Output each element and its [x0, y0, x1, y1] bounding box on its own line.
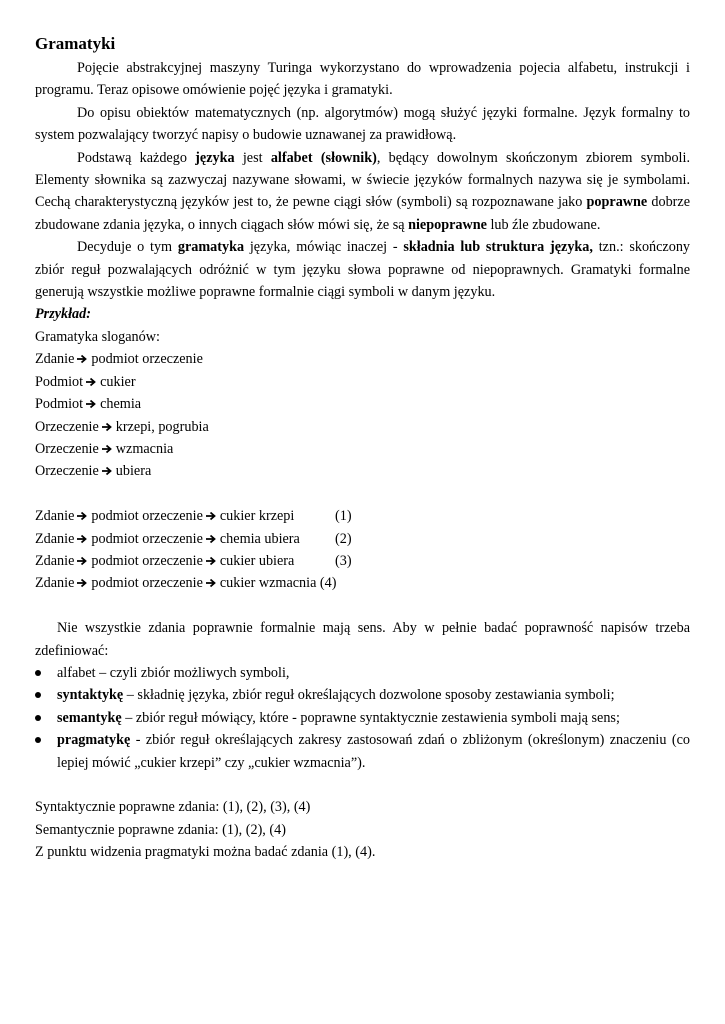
definition-list	[35, 662, 690, 774]
bullet-icon	[35, 715, 41, 721]
right-arrow-icon	[86, 399, 96, 409]
derivation-mid: podmiot orzeczenie	[91, 552, 203, 569]
summary-semantic: Semantycznie poprawne zdania: (1), (2), (4)	[35, 821, 286, 838]
list-item	[35, 729, 690, 774]
intro-paragraph-4	[35, 236, 690, 303]
rule-lhs: Zdanie	[35, 351, 75, 368]
sense-intro: Nie wszystkie zdania poprawnie formalnie mają sens. Aby w pełnie badać poprawność napisów trzeba zdefiniować:	[35, 620, 690, 659]
rule-rhs: podmiot orzeczenie	[91, 351, 203, 368]
grammar-rule	[35, 438, 690, 460]
grammar-rule	[35, 371, 690, 393]
derivation-end: cukier ubiera	[219, 552, 295, 569]
derivation-number: (4)	[319, 575, 337, 592]
text-run: jest	[234, 149, 271, 166]
page-title: Gramatyki	[35, 34, 116, 53]
right-arrow-icon	[206, 556, 216, 566]
right-arrow-icon	[77, 534, 87, 544]
list-item	[35, 707, 690, 729]
derivation-start: Zdanie	[35, 508, 75, 525]
grammar-rules	[35, 348, 690, 482]
list-item-term: syntaktykę	[57, 687, 124, 704]
rule-lhs: Podmiot	[35, 396, 84, 413]
rule-rhs: ubiera	[115, 463, 152, 480]
bullet-icon	[35, 670, 41, 676]
rule-lhs: Podmiot	[35, 373, 84, 390]
right-arrow-icon	[206, 534, 216, 544]
derivation-mid: podmiot orzeczenie	[91, 508, 203, 525]
grammar-rule	[35, 348, 690, 370]
list-item-text: – zbiór reguł mówiący, które - poprawne syntaktycznie zestawienia symboli mają sens;	[121, 709, 620, 726]
right-arrow-icon	[77, 556, 87, 566]
example-heading: Przykład:	[35, 306, 91, 323]
rule-lhs: Orzeczenie	[35, 418, 99, 435]
right-arrow-icon	[102, 466, 112, 476]
list-item-term: semantykę	[57, 709, 122, 726]
list-item	[35, 662, 690, 684]
grammar-rule	[35, 416, 690, 438]
rule-lhs: Orzeczenie	[35, 440, 99, 457]
right-arrow-icon	[102, 422, 112, 432]
list-item-text: - zbiór reguł określających zakresy zastosowań zdań o zbliżonym (określonym) znaczeniu (co lepiej mówić „cukier krzepi” czy „cukier wzmacnia”).	[57, 732, 690, 771]
right-arrow-icon	[102, 444, 112, 454]
derivation-end: chemia ubiera	[219, 530, 300, 547]
bold-term-alphabet: alfabet (słownik)	[270, 149, 377, 166]
derivation-start: Zdanie	[35, 575, 75, 592]
intro-paragraph-3	[35, 147, 690, 237]
bold-term-language: języka	[195, 149, 235, 166]
bullet-icon	[35, 737, 41, 743]
grammar-rule	[35, 460, 690, 482]
derivation-mid: podmiot orzeczenie	[91, 530, 203, 547]
derivation-row	[35, 505, 690, 527]
bold-term-syntax: składnia lub struktura języka,	[403, 239, 593, 256]
intro-paragraph-2: Do opisu obiektów matematycznych (np. algorytmów) mogą służyć języki formalne. Język formalny to system pozwalający tworzyć napisy o budowie uznawanej za prawidłową.	[35, 104, 690, 144]
text-run: lub źle zbudowane.	[486, 216, 601, 233]
derivation-end: cukier wzmacnia	[219, 575, 317, 592]
derivations	[35, 505, 690, 595]
list-item-text: – składnię języka, zbiór reguł określających dozwolone sposoby zestawiania symboli;	[123, 687, 615, 704]
text-run: dobrze zbudowane zdania języka, o innych ciągach słów mówi się, że są	[35, 194, 690, 233]
summary-pragmatic: Z punktu widzenia pragmatyki można badać zdania (1), (4).	[35, 844, 376, 861]
text-run: tzn.: skończony zbiór reguł pozwalających odróżnić w tym języku słowa poprawne od niepoprawnych. Gramatyki formalne generują wszystkie możliwe poprawne formalnie ciągi symboli w danym języku.	[35, 239, 691, 301]
grammar-label: Gramatyka sloganów:	[35, 328, 160, 345]
bold-term-incorrect: niepoprawne	[408, 216, 487, 233]
rule-rhs: chemia	[100, 396, 142, 413]
summary-syntactic: Syntaktycznie poprawne zdania: (1), (2), (3), (4)	[35, 799, 311, 816]
grammar-rule	[35, 393, 690, 415]
spacer	[35, 483, 690, 505]
bullet-icon	[35, 692, 41, 698]
right-arrow-icon	[77, 578, 87, 588]
rule-lhs: Orzeczenie	[35, 463, 99, 480]
text-run: Podstawą każdego	[77, 149, 196, 166]
text-run: , będący dowolnym skończonym zbiorem symboli. Elementy słownika są zazwyczaj nazywane słowami, w świecie języków formalnych nazywa się je symbolami. Cechą charakterystyczną języków jest to, że pewne ciągi słów (symboli) są rozpoznawane jako	[35, 149, 690, 211]
derivation-number: (2)	[335, 530, 352, 547]
derivation-start: Zdanie	[35, 530, 75, 547]
derivation-start: Zdanie	[35, 552, 75, 569]
spacer	[35, 595, 690, 617]
derivation-number: (3)	[335, 552, 352, 569]
derivation-row	[35, 528, 690, 550]
right-arrow-icon	[86, 377, 96, 387]
right-arrow-icon	[206, 511, 216, 521]
bold-term-grammar: gramatyka	[177, 239, 245, 256]
list-item	[35, 684, 690, 706]
derivation-row	[35, 550, 690, 572]
rule-rhs: cukier	[100, 373, 136, 390]
right-arrow-icon	[77, 511, 87, 521]
derivation-end: cukier krzepi	[219, 508, 295, 525]
right-arrow-icon	[77, 354, 87, 364]
bold-term-correct: poprawne	[586, 194, 648, 211]
derivation-mid: podmiot orzeczenie	[91, 575, 203, 592]
list-item-term: pragmatykę	[57, 732, 131, 749]
rule-rhs: wzmacnia	[115, 440, 174, 457]
list-item-text: alfabet – czyli zbiór możliwych symboli,	[57, 664, 290, 681]
text-run: języka, mówiąc inaczej -	[244, 239, 404, 256]
intro-paragraph-1: Pojęcie abstrakcyjnej maszyny Turinga wykorzystano do wprowadzenia pojecia alfabetu, instrukcji i programu. Teraz opisowe omówienie pojęć języka i gramatyki.	[35, 60, 690, 99]
right-arrow-icon	[206, 578, 216, 588]
derivation-number: (1)	[335, 508, 352, 525]
derivation-row	[35, 572, 690, 594]
spacer	[35, 774, 690, 796]
text-run: Decyduje o tym	[77, 239, 178, 256]
rule-rhs: krzepi, pogrubia	[115, 418, 209, 435]
